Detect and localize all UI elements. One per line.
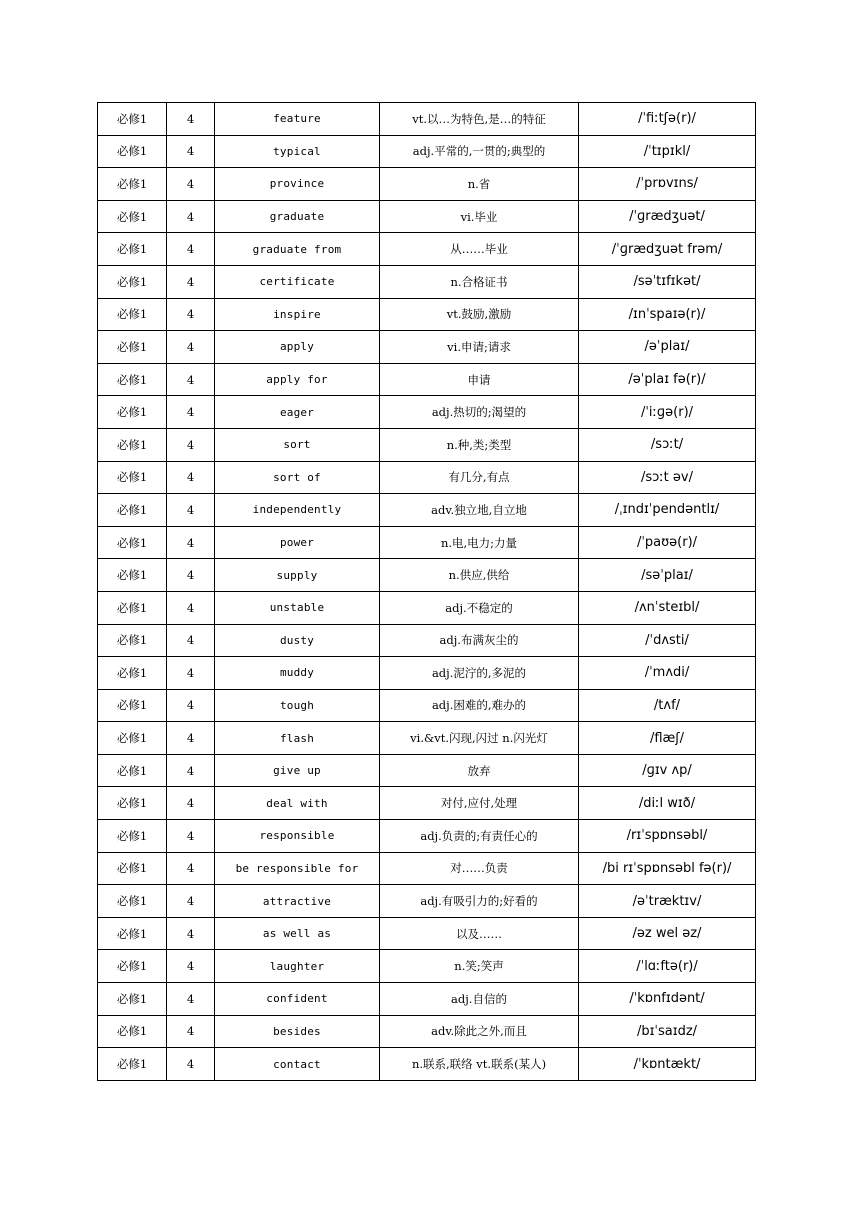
unit-cell: 4 — [167, 494, 215, 527]
book-cell: 必修1 — [98, 428, 167, 461]
table-row — [98, 722, 756, 755]
table-row — [98, 624, 756, 657]
word-cell: responsible — [215, 820, 380, 853]
book-cell: 必修1 — [98, 820, 167, 853]
definition-cell: 以及…… — [380, 917, 579, 950]
unit-cell: 4 — [167, 591, 215, 624]
word-cell: muddy — [215, 657, 380, 690]
table-row — [98, 820, 756, 853]
unit-cell: 4 — [167, 657, 215, 690]
unit-cell: 4 — [167, 135, 215, 168]
word-cell: supply — [215, 559, 380, 592]
unit-cell: 4 — [167, 200, 215, 233]
definition-cell: adj.负责的;有责任心的 — [380, 820, 579, 853]
phonetic-cell: /ˈɡrædʒuət/ — [579, 200, 756, 233]
unit-cell: 4 — [167, 265, 215, 298]
phonetic-cell: /ˈɡrædʒuət frəm/ — [579, 233, 756, 266]
phonetic-cell: /ˈkɒnfɪdənt/ — [579, 983, 756, 1016]
unit-cell: 4 — [167, 461, 215, 494]
definition-cell: 申请 — [380, 363, 579, 396]
phonetic-cell: /səˈtɪfɪkət/ — [579, 265, 756, 298]
book-cell: 必修1 — [98, 754, 167, 787]
word-cell: certificate — [215, 265, 380, 298]
book-cell: 必修1 — [98, 168, 167, 201]
book-cell: 必修1 — [98, 787, 167, 820]
phonetic-cell: /bɪˈsaɪdz/ — [579, 1015, 756, 1048]
word-cell: typical — [215, 135, 380, 168]
word-cell: power — [215, 526, 380, 559]
definition-cell: adv.除此之外,而且 — [380, 1015, 579, 1048]
phonetic-cell: /ˈtɪpɪkl/ — [579, 135, 756, 168]
book-cell: 必修1 — [98, 135, 167, 168]
unit-cell: 4 — [167, 168, 215, 201]
phonetic-cell: /ˈpaʊə(r)/ — [579, 526, 756, 559]
definition-cell: adj.困难的,难办的 — [380, 689, 579, 722]
phonetic-cell: /ʌnˈsteɪbl/ — [579, 591, 756, 624]
word-cell: tough — [215, 689, 380, 722]
phonetic-cell: /ˈdʌsti/ — [579, 624, 756, 657]
book-cell: 必修1 — [98, 657, 167, 690]
word-cell: feature — [215, 103, 380, 136]
phonetic-cell: /ˈkɒntækt/ — [579, 1048, 756, 1081]
table-row — [98, 1048, 756, 1081]
book-cell: 必修1 — [98, 950, 167, 983]
word-cell: be responsible for — [215, 852, 380, 885]
phonetic-cell: /əˈplaɪ fə(r)/ — [579, 363, 756, 396]
definition-cell: vt.以…为特色,是…的特征 — [380, 103, 579, 136]
phonetic-cell: /ɪnˈspaɪə(r)/ — [579, 298, 756, 331]
table-row — [98, 852, 756, 885]
phonetic-cell: /sɔːt/ — [579, 428, 756, 461]
table-row — [98, 526, 756, 559]
book-cell: 必修1 — [98, 233, 167, 266]
table-row — [98, 298, 756, 331]
unit-cell: 4 — [167, 1015, 215, 1048]
definition-cell: 对……负责 — [380, 852, 579, 885]
book-cell: 必修1 — [98, 103, 167, 136]
phonetic-cell: /diːl wɪð/ — [579, 787, 756, 820]
unit-cell: 4 — [167, 950, 215, 983]
phonetic-cell: /flæʃ/ — [579, 722, 756, 755]
unit-cell: 4 — [167, 1048, 215, 1081]
book-cell: 必修1 — [98, 396, 167, 429]
word-cell: deal with — [215, 787, 380, 820]
table-row — [98, 461, 756, 494]
unit-cell: 4 — [167, 624, 215, 657]
definition-cell: adj.泥泞的,多泥的 — [380, 657, 579, 690]
table-row — [98, 787, 756, 820]
unit-cell: 4 — [167, 428, 215, 461]
phonetic-cell: /ˈmʌdi/ — [579, 657, 756, 690]
phonetic-cell: /əˈplaɪ/ — [579, 331, 756, 364]
phonetic-cell: /ˈlɑːftə(r)/ — [579, 950, 756, 983]
unit-cell: 4 — [167, 331, 215, 364]
word-cell: eager — [215, 396, 380, 429]
table-row — [98, 494, 756, 527]
definition-cell: vi.申请;请求 — [380, 331, 579, 364]
definition-cell: 对付,应付,处理 — [380, 787, 579, 820]
phonetic-cell: /rɪˈspɒnsəbl/ — [579, 820, 756, 853]
definition-cell: adj.自信的 — [380, 983, 579, 1016]
definition-cell: n.笑;笑声 — [380, 950, 579, 983]
definition-cell: 从……毕业 — [380, 233, 579, 266]
book-cell: 必修1 — [98, 917, 167, 950]
phonetic-cell: /tʌf/ — [579, 689, 756, 722]
word-cell: sort — [215, 428, 380, 461]
book-cell: 必修1 — [98, 591, 167, 624]
book-cell: 必修1 — [98, 494, 167, 527]
definition-cell: 有几分,有点 — [380, 461, 579, 494]
word-cell: dusty — [215, 624, 380, 657]
book-cell: 必修1 — [98, 526, 167, 559]
word-cell: graduate from — [215, 233, 380, 266]
phonetic-cell: /bi rɪˈspɒnsəbl fə(r)/ — [579, 852, 756, 885]
definition-cell: n.联系,联络 vt.联系(某人) — [380, 1048, 579, 1081]
phonetic-cell: /ˌɪndɪˈpendəntlɪ/ — [579, 494, 756, 527]
word-cell: inspire — [215, 298, 380, 331]
word-cell: apply for — [215, 363, 380, 396]
table-row — [98, 885, 756, 918]
table-row — [98, 689, 756, 722]
unit-cell: 4 — [167, 754, 215, 787]
definition-cell: adj.不稳定的 — [380, 591, 579, 624]
unit-cell: 4 — [167, 298, 215, 331]
table-row — [98, 983, 756, 1016]
word-cell: attractive — [215, 885, 380, 918]
definition-cell: n.省 — [380, 168, 579, 201]
vocabulary-table-body — [98, 103, 756, 1081]
book-cell: 必修1 — [98, 852, 167, 885]
table-row — [98, 428, 756, 461]
book-cell: 必修1 — [98, 885, 167, 918]
table-row — [98, 559, 756, 592]
book-cell: 必修1 — [98, 200, 167, 233]
unit-cell: 4 — [167, 103, 215, 136]
word-cell: unstable — [215, 591, 380, 624]
book-cell: 必修1 — [98, 1015, 167, 1048]
table-row — [98, 657, 756, 690]
definition-cell: adj.平常的,一贯的;典型的 — [380, 135, 579, 168]
unit-cell: 4 — [167, 885, 215, 918]
table-row — [98, 396, 756, 429]
word-cell: confident — [215, 983, 380, 1016]
word-cell: apply — [215, 331, 380, 364]
book-cell: 必修1 — [98, 331, 167, 364]
unit-cell: 4 — [167, 917, 215, 950]
book-cell: 必修1 — [98, 363, 167, 396]
book-cell: 必修1 — [98, 1048, 167, 1081]
unit-cell: 4 — [167, 983, 215, 1016]
phonetic-cell: /ɡɪv ʌp/ — [579, 754, 756, 787]
phonetic-cell: /ˈprɒvɪns/ — [579, 168, 756, 201]
unit-cell: 4 — [167, 363, 215, 396]
unit-cell: 4 — [167, 852, 215, 885]
definition-cell: adj.有吸引力的;好看的 — [380, 885, 579, 918]
word-cell: contact — [215, 1048, 380, 1081]
book-cell: 必修1 — [98, 983, 167, 1016]
table-row — [98, 1015, 756, 1048]
definition-cell: vi.毕业 — [380, 200, 579, 233]
word-cell: besides — [215, 1015, 380, 1048]
table-row — [98, 917, 756, 950]
table-row — [98, 168, 756, 201]
definition-cell: vi.&vt.闪现,闪过 n.闪光灯 — [380, 722, 579, 755]
unit-cell: 4 — [167, 559, 215, 592]
definition-cell: 放弃 — [380, 754, 579, 787]
book-cell: 必修1 — [98, 689, 167, 722]
table-row — [98, 135, 756, 168]
table-row — [98, 950, 756, 983]
unit-cell: 4 — [167, 787, 215, 820]
phonetic-cell: /əz wel əz/ — [579, 917, 756, 950]
book-cell: 必修1 — [98, 559, 167, 592]
definition-cell: vt.鼓励,激励 — [380, 298, 579, 331]
unit-cell: 4 — [167, 689, 215, 722]
book-cell: 必修1 — [98, 461, 167, 494]
unit-cell: 4 — [167, 396, 215, 429]
unit-cell: 4 — [167, 233, 215, 266]
phonetic-cell: /ˈiːɡə(r)/ — [579, 396, 756, 429]
vocabulary-table — [97, 102, 756, 1081]
definition-cell: adj.热切的;渴望的 — [380, 396, 579, 429]
book-cell: 必修1 — [98, 624, 167, 657]
definition-cell: n.种,类;类型 — [380, 428, 579, 461]
phonetic-cell: /ˈfiːtʃə(r)/ — [579, 103, 756, 136]
phonetic-cell: /səˈplaɪ/ — [579, 559, 756, 592]
book-cell: 必修1 — [98, 265, 167, 298]
table-row — [98, 200, 756, 233]
word-cell: as well as — [215, 917, 380, 950]
unit-cell: 4 — [167, 526, 215, 559]
table-row — [98, 233, 756, 266]
definition-cell: adj.布满灰尘的 — [380, 624, 579, 657]
table-row — [98, 591, 756, 624]
unit-cell: 4 — [167, 722, 215, 755]
phonetic-cell: /sɔːt əv/ — [579, 461, 756, 494]
word-cell: flash — [215, 722, 380, 755]
table-row — [98, 103, 756, 136]
table-row — [98, 265, 756, 298]
unit-cell: 4 — [167, 820, 215, 853]
word-cell: laughter — [215, 950, 380, 983]
table-row — [98, 363, 756, 396]
phonetic-cell: /əˈtræktɪv/ — [579, 885, 756, 918]
definition-cell: n.电,电力;力量 — [380, 526, 579, 559]
word-cell: province — [215, 168, 380, 201]
definition-cell: n.供应,供给 — [380, 559, 579, 592]
table-row — [98, 754, 756, 787]
book-cell: 必修1 — [98, 722, 167, 755]
definition-cell: n.合格证书 — [380, 265, 579, 298]
word-cell: give up — [215, 754, 380, 787]
word-cell: graduate — [215, 200, 380, 233]
definition-cell: adv.独立地,自立地 — [380, 494, 579, 527]
book-cell: 必修1 — [98, 298, 167, 331]
table-row — [98, 331, 756, 364]
word-cell: independently — [215, 494, 380, 527]
word-cell: sort of — [215, 461, 380, 494]
